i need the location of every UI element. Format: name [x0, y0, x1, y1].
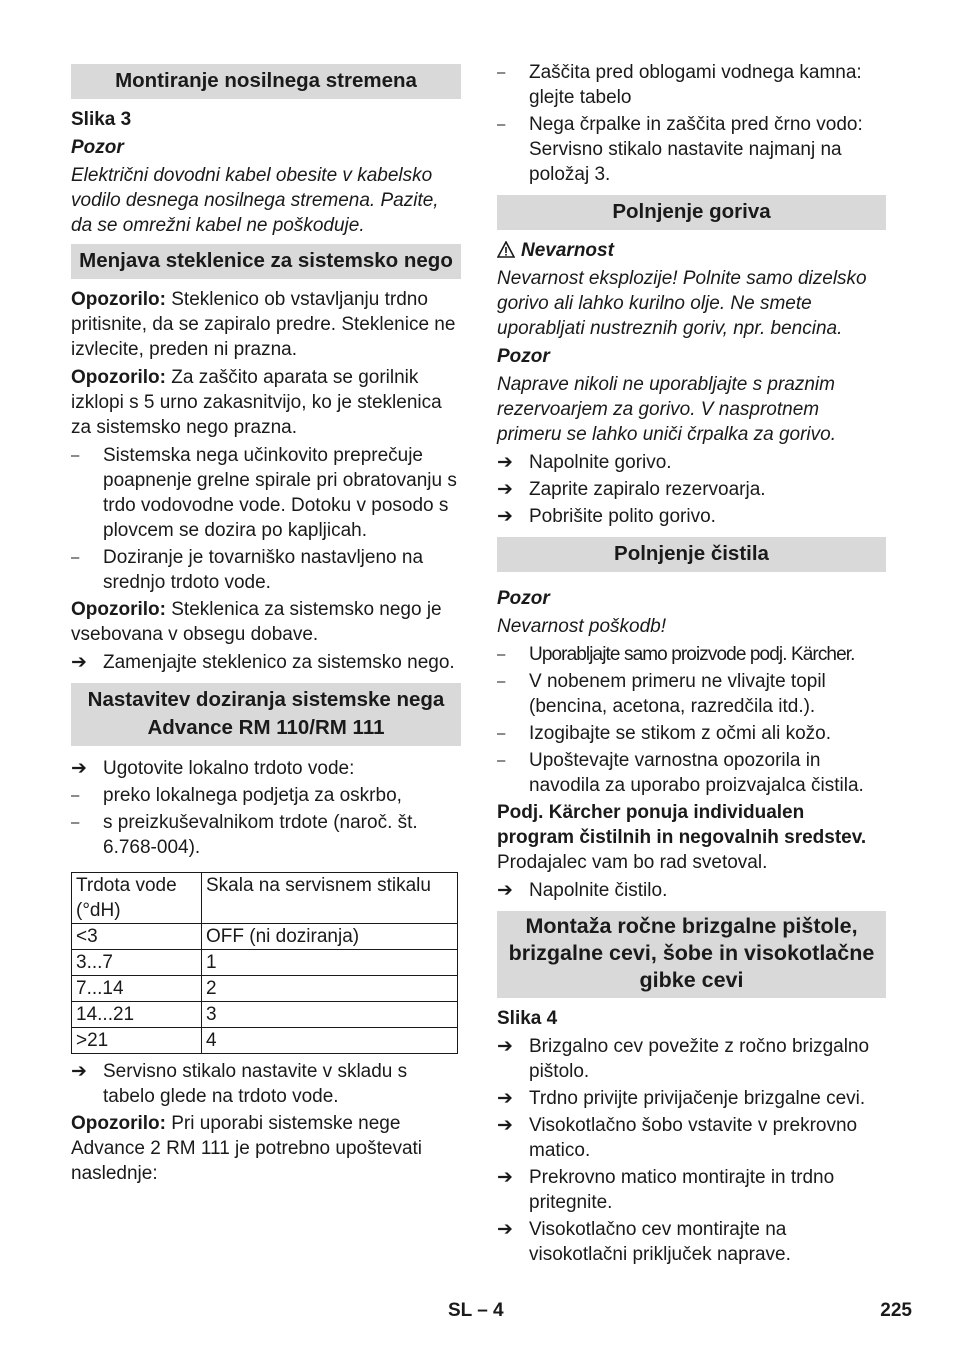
danger-title: Nevarnost — [521, 240, 614, 261]
dash-bullet: – — [71, 447, 80, 464]
arrow-right-icon: ➔ — [497, 1219, 513, 1240]
table-row — [72, 976, 458, 1002]
right-column — [497, 60, 886, 1269]
arrow-right-icon: ➔ — [497, 1088, 513, 1109]
caution-title: Pozor — [71, 137, 124, 158]
table-row — [72, 950, 458, 976]
action-item: ➔ Napolnite gorivo. — [497, 452, 672, 473]
arrow-right-icon: ➔ — [497, 506, 513, 527]
dash-item: – Uporabljajte samo proizvode podj. Kärcher. — [497, 644, 855, 665]
page-footer — [0, 1298, 954, 1326]
arrow-right-icon: ➔ — [497, 880, 513, 901]
table-header-cell: Trdota vode (°dH) — [72, 873, 202, 924]
action-item: ➔ Visokotlačno cev montirajte na visokotlačni priključek naprave. — [497, 1219, 791, 1265]
arrow-right-icon: ➔ — [497, 479, 513, 500]
table-row — [72, 924, 458, 950]
dash-bullet: – — [71, 787, 80, 804]
table-cell: 1 — [202, 950, 458, 976]
table-cell: >21 — [72, 1028, 202, 1054]
table-row — [72, 1002, 458, 1028]
danger-text: Nevarnost eksplozije! Polnite samo dizelsko gorivo ali lahko kurilno olje. Ne smete uporabljati nustreznih goriv, npr. bencina. — [497, 268, 867, 339]
dash-item: – Izogibajte se stikom z očmi ali kožo. — [497, 723, 832, 744]
caution-title: Pozor — [497, 346, 550, 367]
dash-bullet: – — [71, 814, 80, 831]
section-heading-dosing-setting: Nastavitev doziranja sistemske nega Advance RM 110/RM 111 — [71, 683, 461, 746]
note-paragraph: Opozorilo: Steklenico ob vstavljanju trdno pritisnite, da se zapiralo predre. Steklenice ne izvlecite, preden ni prazna. — [71, 289, 456, 360]
action-item: ➔ Zaprite zapiralo rezervoarja. — [497, 479, 766, 500]
dealer-advice-text: Prodajalec vam bo rad svetoval. — [497, 852, 768, 873]
figure-ref: Slika 3 — [71, 109, 132, 130]
arrow-right-icon: ➔ — [497, 452, 513, 473]
table-header-row — [72, 873, 458, 924]
section-heading-detergent-filling: Polnjenje čistila — [497, 537, 886, 572]
dash-bullet: – — [497, 725, 506, 742]
dash-item: – Zaščita pred oblogami vodnega kamna: glejte tabelo — [497, 62, 862, 108]
dash-bullet: – — [497, 673, 506, 690]
action-item: ➔ Trdno privijte privijačenje brizgalne cevi. — [497, 1088, 866, 1109]
action-item: ➔ Prekrovno matico montirajte in trdno pritegnite. — [497, 1167, 835, 1213]
warning-triangle-icon — [497, 238, 521, 263]
dash-item: – s preizkuševalnikom trdote (naroč. št. 6.768-004). — [71, 812, 418, 858]
note-paragraph: Opozorilo: Za zaščito aparata se gorilnik izklopi s 5 urno zakasnitvijo, ko je steklenica za sistemsko nego prazna. — [71, 367, 442, 438]
arrow-right-icon: ➔ — [497, 1115, 513, 1136]
action-item: ➔ Napolnite čistilo. — [497, 880, 668, 901]
table-cell: OFF (ni doziranja) — [202, 924, 458, 950]
page-number: 225 — [880, 1300, 912, 1321]
arrow-right-icon: ➔ — [71, 758, 87, 779]
action-item: ➔ Pobrišite polito gorivo. — [497, 506, 716, 527]
section-heading-spray-gun-assembly: Montaža ročne brizgalne pištole, brizgalne cevi, šobe in visokotlačne gibke cevi — [497, 911, 886, 998]
caution-text: Električni dovodni kabel obesite v kabelsko vodilo desnega nosilnega stremena. Pazite, da se omrežni kabel ne poškoduje. — [71, 165, 439, 236]
action-item: ➔ Zamenjajte steklenico za sistemsko nego. — [71, 652, 455, 673]
table-cell: 14...21 — [72, 1002, 202, 1028]
caution-text: Nevarnost poškodb! — [497, 616, 666, 637]
section-heading-system-care-bottle: Menjava steklenice za sistemsko nego — [71, 244, 461, 279]
dash-bullet: – — [71, 549, 80, 566]
section-heading-fuel-filling: Polnjenje goriva — [497, 195, 886, 230]
dash-item: – Nega črpalke in zaščita pred črno vodo: Servisno stikalo nastavite najmanj na položaj 3. — [497, 114, 863, 185]
table-row — [72, 1028, 458, 1054]
table-cell: 7...14 — [72, 976, 202, 1002]
dash-bullet: – — [497, 752, 506, 769]
table-header-cell: Skala na servisnem stikalu — [202, 873, 458, 924]
caution-title: Pozor — [497, 588, 550, 609]
note-paragraph: Opozorilo: Steklenica za sistemsko nego je vsebovana v obsegu dobave. — [71, 599, 442, 645]
note-paragraph: Opozorilo: Pri uporabi sistemske nege Advance 2 RM 111 je potrebno upoštevati naslednje: — [71, 1113, 423, 1184]
arrow-right-icon: ➔ — [71, 652, 87, 673]
arrow-right-icon: ➔ — [497, 1167, 513, 1188]
section-code: SL – 4 — [448, 1300, 504, 1321]
table-cell: 3...7 — [72, 950, 202, 976]
table-cell: 2 — [202, 976, 458, 1002]
table-cell: 4 — [202, 1028, 458, 1054]
action-item: ➔ Visokotlačno šobo vstavite v prekrovno matico. — [497, 1115, 858, 1161]
dash-item: – V nobenem primeru ne vlivajte topil (bencina, acetona, razredčila itd.). — [497, 671, 826, 717]
table-cell: <3 — [72, 924, 202, 950]
water-hardness-table — [71, 872, 458, 1054]
action-item: ➔ Servisno stikalo nastavite v skladu s tabelo glede na trdoto vode. — [71, 1061, 408, 1107]
kaercher-program-text: Podj. Kärcher ponuja individualen program čistilnih in negovalnih sredstev. — [497, 802, 867, 848]
arrow-right-icon: ➔ — [497, 1036, 513, 1057]
dash-bullet: – — [497, 64, 506, 81]
table-cell: 3 — [202, 1002, 458, 1028]
dash-item: – Doziranje je tovarniško nastavljeno na srednjo trdoto vode. — [71, 547, 424, 593]
section-heading-carrying-bracket: Montiranje nosilnega stremena — [71, 64, 461, 99]
dash-item: – Sistemska nega učinkovito preprečuje poapnenje grelne spirale pri obratovanju s trdo vodovodne vode. Dotoku v posodo s plovcem se dozira po kapljicah. — [71, 445, 457, 541]
dash-bullet: – — [497, 646, 506, 663]
dash-bullet: – — [497, 116, 506, 133]
dash-item: – Upoštevajte varnostna opozorila in navodila za uporabo proizvajalca čistila. — [497, 750, 864, 796]
dash-item: – preko lokalnega podjetja za oskrbo, — [71, 785, 402, 806]
caution-text: Naprave nikoli ne uporabljajte s praznim rezervoarjem za gorivo. V nasprotnem primeru se lahko uniči črpalka za gorivo. — [497, 374, 836, 445]
action-item: ➔ Brizgalno cev povežite z ročno brizgalno pištolo. — [497, 1036, 870, 1082]
action-item: ➔ Ugotovite lokalno trdoto vode: — [71, 758, 355, 779]
figure-ref: Slika 4 — [497, 1008, 558, 1029]
arrow-right-icon: ➔ — [71, 1061, 87, 1082]
left-column — [71, 64, 461, 1189]
danger-title-row — [497, 238, 886, 263]
